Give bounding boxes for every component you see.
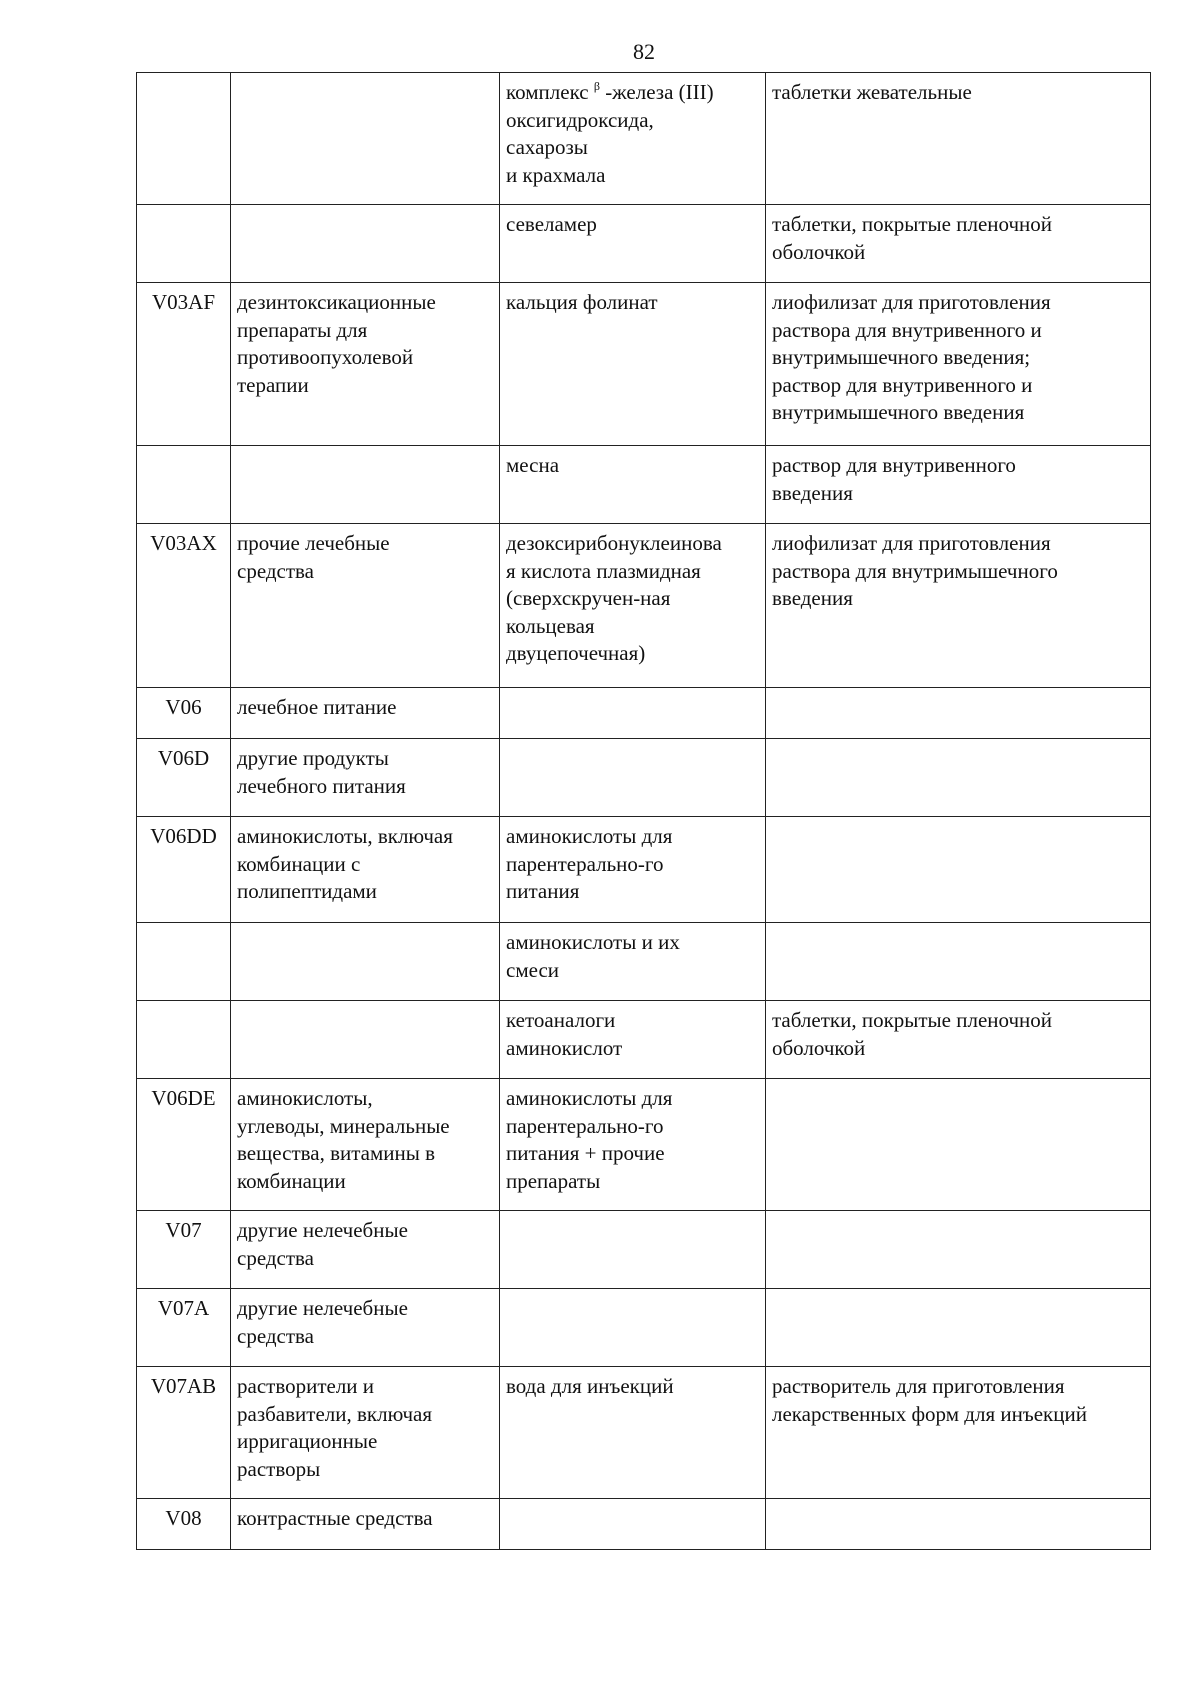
atc-code-cell: V03AF	[137, 283, 231, 446]
group-cell: прочие лечебные средства	[231, 524, 500, 688]
atc-code-cell: V07AB	[137, 1367, 231, 1499]
table-row	[137, 1079, 1151, 1211]
beta-superscript: β	[593, 79, 600, 93]
table-row	[137, 1211, 1151, 1289]
drug-cell: вода для инъекций	[500, 1367, 766, 1499]
group-cell: аминокислоты, углеводы, минеральные вещества, витамины в комбинации	[231, 1079, 500, 1211]
table-row	[137, 739, 1151, 817]
atc-code-cell: V06D	[137, 739, 231, 817]
atc-code-cell	[137, 446, 231, 524]
group-cell	[231, 73, 500, 205]
table-row	[137, 1001, 1151, 1079]
drug-cell	[500, 688, 766, 739]
table-row	[137, 923, 1151, 1001]
table-row	[137, 1499, 1151, 1550]
atc-code-cell: V07	[137, 1211, 231, 1289]
group-cell: другие продукты лечебного питания	[231, 739, 500, 817]
group-cell: дезинтоксикационные препараты для противоопухолевой терапии	[231, 283, 500, 446]
drug-cell	[500, 739, 766, 817]
atc-code-cell	[137, 73, 231, 205]
table-row	[137, 283, 1151, 446]
dosage-form-cell	[766, 688, 1151, 739]
group-cell: лечебное питание	[231, 688, 500, 739]
table-row	[137, 817, 1151, 923]
drug-cell: аминокислоты для парентерально-го питания + прочие препараты	[500, 1079, 766, 1211]
dosage-form-cell: таблетки, покрытые пленочной оболочкой	[766, 1001, 1151, 1079]
dosage-form-cell	[766, 923, 1151, 1001]
drug-cell	[500, 1289, 766, 1367]
group-cell	[231, 446, 500, 524]
dosage-form-cell	[766, 817, 1151, 923]
atc-code-cell: V06	[137, 688, 231, 739]
table-row	[137, 73, 1151, 205]
dosage-form-cell	[766, 1079, 1151, 1211]
drug-cell	[500, 73, 766, 205]
drug-cell: севеламер	[500, 205, 766, 283]
atc-code-cell: V06DD	[137, 817, 231, 923]
group-cell	[231, 205, 500, 283]
table-row	[137, 205, 1151, 283]
drug-prefix: комплекс	[506, 80, 594, 104]
group-cell	[231, 1001, 500, 1079]
drug-table	[136, 72, 1151, 1550]
group-cell: другие нелечебные средства	[231, 1289, 500, 1367]
atc-code-cell: V08	[137, 1499, 231, 1550]
group-cell: аминокислоты, включая комбинации с полипептидами	[231, 817, 500, 923]
atc-code-cell: V07A	[137, 1289, 231, 1367]
table-row	[137, 688, 1151, 739]
table-row	[137, 524, 1151, 688]
dosage-form-cell	[766, 1289, 1151, 1367]
group-cell: другие нелечебные средства	[231, 1211, 500, 1289]
atc-code-cell: V03AX	[137, 524, 231, 688]
drug-cell: кальция фолинат	[500, 283, 766, 446]
dosage-form-cell	[766, 1211, 1151, 1289]
table-row	[137, 1367, 1151, 1499]
dosage-form-cell: раствор для внутривенного введения	[766, 446, 1151, 524]
dosage-form-cell: лиофилизат для приготовления раствора для внутривенного и внутримышечного введения; раствор для внутривенного и внутримышечного введения	[766, 283, 1151, 446]
dosage-form-cell: таблетки, покрытые пленочной оболочкой	[766, 205, 1151, 283]
drug-cell: дезоксирибонуклеинова я кислота плазмидная (сверхскручен-ная кольцевая двуцепочечная)	[500, 524, 766, 688]
group-cell: растворители и разбавители, включая ирригационные растворы	[231, 1367, 500, 1499]
drug-cell	[500, 1499, 766, 1550]
drug-cell: аминокислоты для парентерально-го питания	[500, 817, 766, 923]
drug-cell: месна	[500, 446, 766, 524]
group-cell	[231, 923, 500, 1001]
atc-code-cell	[137, 205, 231, 283]
dosage-form-cell: растворитель для приготовления лекарственных форм для инъекций	[766, 1367, 1151, 1499]
dosage-form-cell: лиофилизат для приготовления раствора для внутримышечного введения	[766, 524, 1151, 688]
atc-code-cell	[137, 1001, 231, 1079]
drug-cell: аминокислоты и их смеси	[500, 923, 766, 1001]
drug-cell: кетоаналоги аминокислот	[500, 1001, 766, 1079]
table-row	[137, 1289, 1151, 1367]
atc-code-cell: V06DE	[137, 1079, 231, 1211]
table-row	[137, 446, 1151, 524]
dosage-form-cell: таблетки жевательные	[766, 73, 1151, 205]
atc-code-cell	[137, 923, 231, 1001]
dosage-form-cell	[766, 739, 1151, 817]
drug-name: -железа (III) оксигидроксида, сахарозы и крахмала	[506, 80, 714, 187]
page-number: 82	[633, 39, 655, 64]
group-cell: контрастные средства	[231, 1499, 500, 1550]
drug-cell	[500, 1211, 766, 1289]
dosage-form-cell	[766, 1499, 1151, 1550]
